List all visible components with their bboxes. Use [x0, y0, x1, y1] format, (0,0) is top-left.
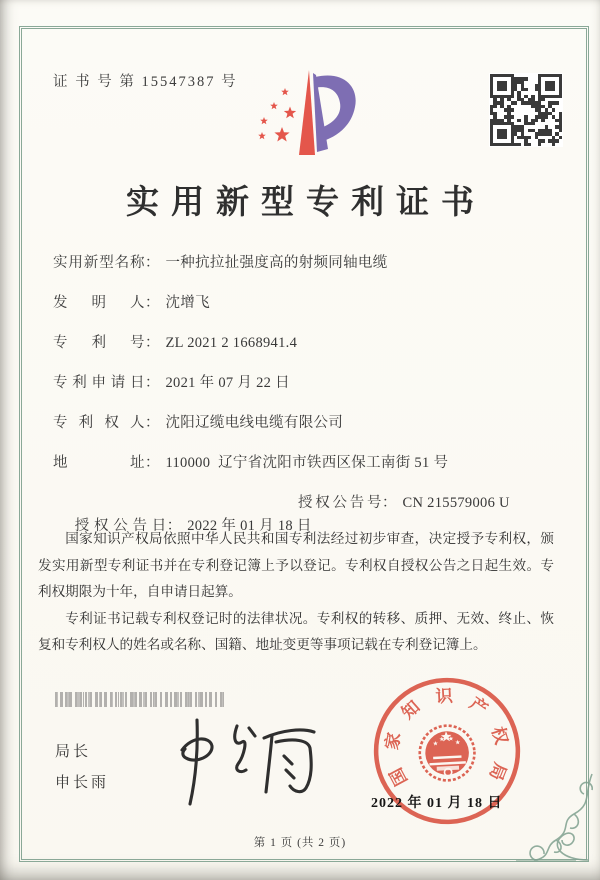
field-colon: ： [145, 375, 160, 391]
field-value: CN 215579006 U [402, 495, 510, 511]
director-block [55, 737, 109, 799]
svg-text:产: 产 [466, 693, 492, 720]
field-label: 授权公告日 [74, 518, 167, 534]
field-label: 地址 [53, 455, 145, 471]
field-value: 一种抗拉扯强度高的射频同轴电缆 [165, 255, 388, 271]
field-label: 专利申请日 [53, 375, 145, 391]
page-number: 第 1 页 (共 2 页) [253, 837, 347, 849]
field-value: ZL 2021 2 1668941.4 [165, 335, 298, 351]
field-label: 发明人 [53, 295, 145, 311]
field-row-name [53, 252, 553, 275]
field-colon: ： [145, 455, 160, 471]
field-row-inventor [53, 292, 553, 315]
certificate-number: 证 书 号 第 15547387 号 [53, 74, 238, 90]
cnipa-logo-icon [247, 60, 363, 166]
field-label: 授权公告号 [298, 495, 382, 511]
legal-paragraph-2: 专利证书记载专利权登记时的法律状况。专利权的转移、质押、无效、终止、恢复和专利权人的姓名或名称、国籍、地址变更等事项记载在专利登记簿上。 [38, 610, 554, 652]
field-colon: ： [145, 255, 160, 271]
svg-text:家: 家 [382, 730, 405, 752]
field-colon: ： [145, 335, 160, 351]
field-value: 沈阳辽缆电线电缆有限公司 [165, 415, 344, 431]
director-title: 局长 [55, 744, 92, 760]
certificate-title: 实用新型专利证书 [126, 185, 486, 221]
field-label: 实用新型名称 [53, 255, 145, 271]
field-row-address [53, 452, 553, 475]
field-label: 专利权人 [53, 415, 145, 431]
svg-text:权: 权 [487, 724, 511, 747]
field-value: 110000 辽宁省沈阳市铁西区保工南街 51 号 [165, 455, 449, 471]
svg-text:识: 识 [435, 686, 454, 707]
svg-text:知: 知 [398, 697, 424, 723]
seal-date: 2022 年 01 月 18 日 [371, 796, 503, 811]
field-colon: ： [145, 415, 160, 431]
director-name: 申长雨 [55, 775, 110, 791]
legal-text [38, 526, 554, 659]
field-grant-number [298, 492, 510, 515]
corner-flourish-ornament [512, 768, 598, 868]
svg-text:国: 国 [386, 764, 412, 789]
field-value: 2021 年 07 月 22 日 [165, 375, 290, 391]
svg-text:局: 局 [485, 759, 510, 783]
qr-code [489, 73, 563, 147]
field-row-patentee [53, 412, 553, 435]
director-signature [152, 712, 322, 812]
field-row-patent-number [53, 332, 553, 355]
field-value: 2022 年 01 月 18 日 [187, 518, 312, 534]
field-value: 沈增飞 [165, 295, 210, 311]
barcode [55, 692, 225, 707]
field-colon: ： [166, 518, 182, 534]
national-emblem-icon [418, 724, 475, 781]
legal-paragraph-1: 国家知识产权局依照中华人民共和国专利法经过初步审查，决定授予专利权，颁发实用新型专利证书并在专利登记簿上予以登记。专利权自授权公告之日起生效。专利权期限为十年，自申请日起算。 [38, 531, 554, 599]
field-colon: ： [382, 495, 397, 511]
field-colon: ： [145, 295, 160, 311]
field-label: 专利号 [53, 335, 145, 351]
field-row-filing-date [53, 372, 553, 395]
